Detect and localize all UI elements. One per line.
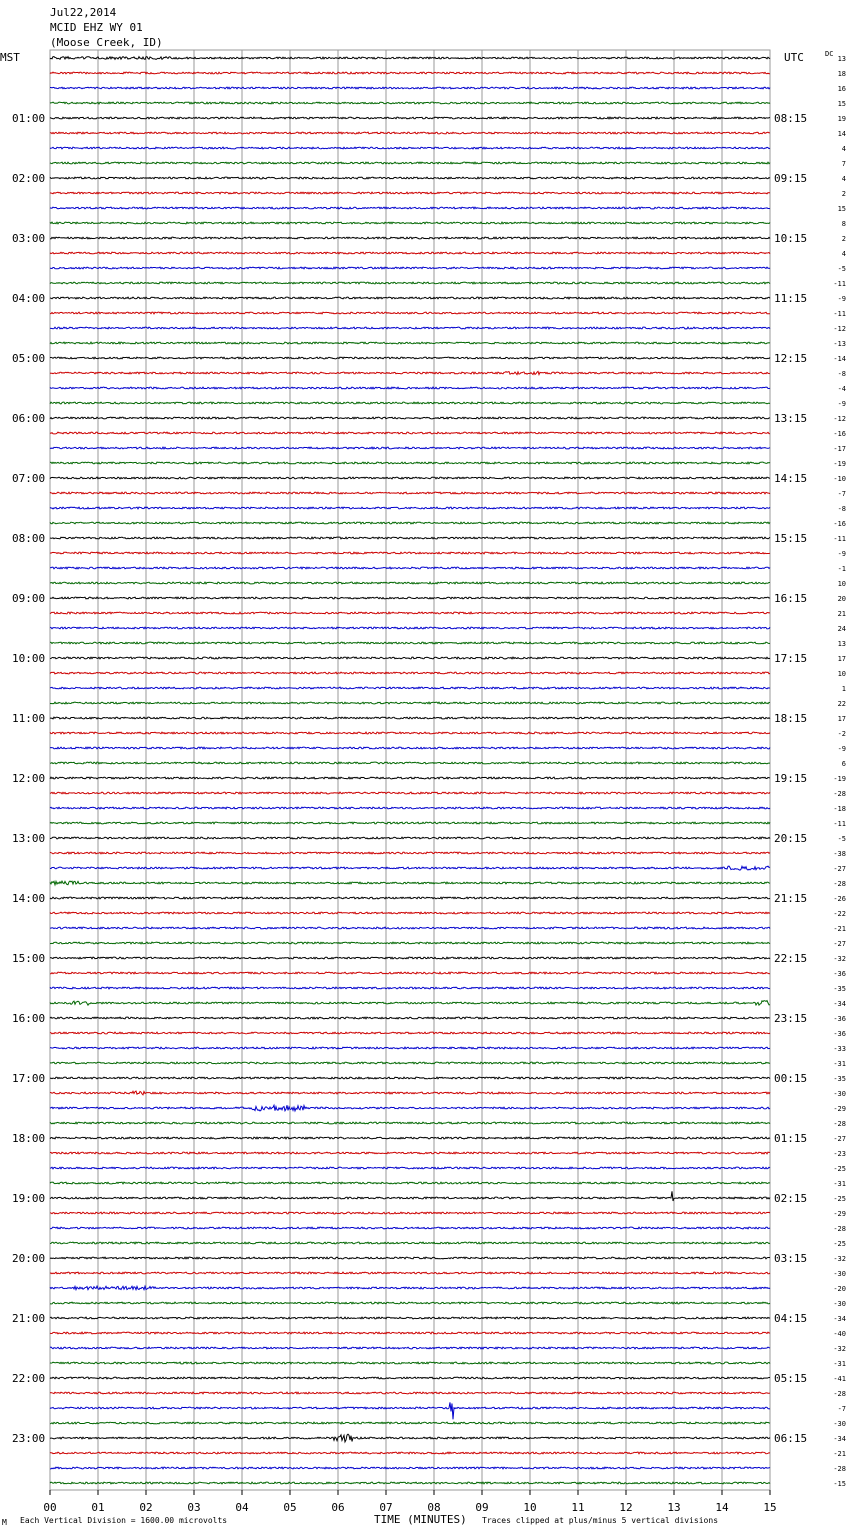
trace-row [50,1317,770,1319]
dc-offset-value: 17 [837,715,846,723]
dc-offset-value: -31 [833,1180,846,1188]
dc-offset-value: 10 [837,670,846,678]
trace-row [50,87,770,89]
dc-offset-value: -9 [837,295,846,303]
trace-row [50,147,770,149]
dc-offset-value: -35 [833,985,846,993]
dc-offset-value: -11 [833,280,846,288]
trace-row [50,1182,770,1184]
dc-offset-value: -25 [833,1165,846,1173]
mst-hour-label: 21:00 [12,1312,46,1325]
dc-offset-value: -27 [833,865,846,873]
utc-hour-label: 14:15 [774,472,808,485]
trace-row [50,1137,770,1139]
dc-offset-value: -27 [833,1135,846,1143]
trace-row [50,807,770,809]
mst-hour-label: 17:00 [12,1072,46,1085]
dc-offset-value: 4 [841,145,846,153]
trace-row [50,1392,770,1394]
x-tick-label: 10 [523,1501,537,1514]
trace-row [50,402,770,404]
trace-row [50,927,770,929]
utc-hour-label: 15:15 [774,532,808,545]
trace-row [50,1167,770,1169]
dc-offset-value: 15 [837,100,846,108]
x-tick-label: 00 [43,1501,57,1514]
dc-offset-value: 4 [841,250,846,258]
trace-row [50,1272,770,1274]
mst-hour-label: 12:00 [12,772,46,785]
x-tick-label: 15 [763,1501,777,1514]
mst-hour-label: 18:00 [12,1132,46,1145]
trace-row [50,237,770,239]
dc-offset-value: -9 [837,550,846,558]
trace-row [50,837,770,839]
x-tick-label: 14 [715,1501,729,1514]
utc-hour-label: 12:15 [774,352,808,365]
x-tick-label: 08 [427,1501,441,1514]
trace-row [50,57,770,60]
dc-offset-value: -35 [833,1075,846,1083]
dc-offset-value: -1 [837,565,846,573]
utc-hour-label: 06:15 [774,1432,808,1445]
dc-offset-value: 1 [841,685,846,693]
trace-row [50,1242,770,1244]
trace-row [50,1467,770,1469]
trace-row [50,567,770,569]
x-tick-label: 06 [331,1501,345,1514]
mst-hour-label: 06:00 [12,412,46,425]
trace-row [50,432,770,434]
trace-row [50,1257,770,1259]
trace-row [50,1452,770,1454]
dc-offset-value: -18 [833,805,846,813]
dc-offset-value: -21 [833,925,846,933]
dc-offset-value: -34 [833,1435,846,1443]
utc-hour-label: 17:15 [774,652,808,665]
trace-row [50,162,770,164]
utc-hour-labels [774,112,807,1445]
utc-hour-label: 01:15 [774,1132,808,1145]
dc-offset-value: -34 [833,1315,846,1323]
dc-offset-value: -33 [833,1045,846,1053]
dc-offset-value: 7 [841,160,846,168]
trace-row [50,1032,770,1034]
dc-offset-value: -30 [833,1270,846,1278]
trace-row [50,462,770,464]
mst-hour-label: 19:00 [12,1192,46,1205]
dc-offset-value: -5 [837,265,846,273]
dc-offset-value: -19 [833,460,846,468]
x-axis-label: TIME (MINUTES) [374,1513,467,1526]
x-tick-label: 11 [571,1501,585,1514]
dc-offset-value: -13 [833,340,846,348]
trace-row [50,732,770,734]
trace-row [50,866,770,870]
trace-row [50,207,770,209]
utc-hour-label: 19:15 [774,772,808,785]
trace-row [50,357,770,359]
dc-offset-value: 21 [837,610,846,618]
dc-offset-value: -8 [837,505,846,513]
trace-row [50,1402,770,1419]
dc-offset-value: 13 [837,55,846,63]
utc-hour-label: 10:15 [774,232,808,245]
x-tick-label: 13 [667,1501,681,1514]
dc-offset-value: -25 [833,1240,846,1248]
seismic-traces [50,57,770,1484]
trace-row [50,371,770,374]
dc-offset-value: -36 [833,1030,846,1038]
mst-hour-label: 14:00 [12,892,46,905]
dc-offset-value: -28 [833,1225,846,1233]
dc-offset-value: -11 [833,535,846,543]
dc-offset-value: -31 [833,1060,846,1068]
dc-offset-value: -12 [833,415,846,423]
header-location: (Moose Creek, ID) [50,36,163,49]
trace-row [50,327,770,329]
trace-row [50,1212,770,1214]
trace-row [50,972,770,974]
dc-offset-value: -22 [833,910,846,918]
dc-offset-value: -23 [833,1150,846,1158]
mst-hour-label: 01:00 [12,112,46,125]
trace-row [50,852,770,854]
dc-offset-value: -14 [833,355,846,363]
dc-offset-value: -12 [833,325,846,333]
dc-offset-value: -7 [837,490,846,498]
trace-row [50,1152,770,1154]
trace-row [50,132,770,134]
trace-row [50,417,770,419]
dc-offset-value: -9 [837,400,846,408]
x-tick-label: 02 [139,1501,153,1514]
dc-offset-value: -16 [833,430,846,438]
dc-offset-value: 19 [837,115,846,123]
dc-offset-labels [833,55,846,1488]
trace-row [50,537,770,539]
trace-row [50,657,770,659]
utc-hour-label: 22:15 [774,952,808,965]
dc-offset-value: -32 [833,1345,846,1353]
dc-offset-value: -36 [833,970,846,978]
x-axis-ticks [43,1490,776,1514]
dc-offset-header: DC [825,50,834,58]
mst-hour-label: 04:00 [12,292,46,305]
trace-row [50,717,770,719]
utc-hour-label: 04:15 [774,1312,808,1325]
dc-offset-value: -17 [833,445,846,453]
dc-offset-value: 10 [837,580,846,588]
dc-offset-value: 17 [837,655,846,663]
x-tick-label: 09 [475,1501,489,1514]
mst-hour-labels [12,112,45,1445]
trace-row [50,897,770,899]
trace-row [50,1191,770,1201]
trace-row [50,687,770,689]
trace-row [50,1482,770,1484]
dc-offset-value: -30 [833,1300,846,1308]
trace-row [50,702,770,704]
trace-row [50,1017,770,1019]
trace-row [50,762,770,764]
trace-row [50,177,770,179]
utc-hour-label: 21:15 [774,892,808,905]
trace-row [50,1227,770,1229]
utc-hour-label: 23:15 [774,1012,808,1025]
dc-offset-value: -28 [833,880,846,888]
dc-offset-value: -30 [833,1090,846,1098]
trace-row [50,1302,770,1304]
trace-row [50,267,770,269]
dc-offset-value: -32 [833,1255,846,1263]
trace-row [50,612,770,614]
header-date: Jul22,2014 [50,6,117,19]
mst-hour-label: 07:00 [12,472,46,485]
right-timezone-label: UTC [784,51,804,64]
trace-row [50,792,770,794]
x-tick-label: 04 [235,1501,249,1514]
trace-row [50,252,770,254]
utc-hour-label: 18:15 [774,712,808,725]
trace-row [50,192,770,194]
trace-row [50,642,770,644]
dc-offset-value: 15 [837,205,846,213]
trace-row [50,492,770,494]
trace-row [50,1362,770,1364]
trace-row [50,117,770,119]
dc-offset-value: -30 [833,1420,846,1428]
footer-left-mark: M [2,1518,7,1527]
trace-row [50,597,770,599]
x-tick-label: 07 [379,1501,393,1514]
dc-offset-value: -29 [833,1210,846,1218]
mst-hour-label: 16:00 [12,1012,46,1025]
trace-row [50,957,770,959]
trace-row [50,1422,770,1424]
utc-hour-label: 05:15 [774,1372,808,1385]
trace-row [50,881,770,885]
dc-offset-value: -28 [833,1465,846,1473]
dc-offset-value: -7 [837,1405,846,1413]
mst-hour-label: 09:00 [12,592,46,605]
trace-row [50,987,770,989]
mst-hour-label: 08:00 [12,532,46,545]
trace-row [50,282,770,284]
dc-offset-value: -11 [833,820,846,828]
trace-row [50,1286,770,1289]
dc-offset-value: -16 [833,520,846,528]
utc-hour-label: 13:15 [774,412,808,425]
dc-offset-value: -15 [833,1480,846,1488]
dc-offset-value: 16 [837,85,846,93]
mst-hour-label: 03:00 [12,232,46,245]
dc-offset-value: -19 [833,775,846,783]
dc-offset-value: -27 [833,940,846,948]
trace-row [50,777,770,779]
dc-offset-value: -10 [833,475,846,483]
x-tick-label: 12 [619,1501,633,1514]
mst-hour-label: 13:00 [12,832,46,845]
utc-hour-label: 20:15 [774,832,808,845]
utc-hour-label: 03:15 [774,1252,808,1265]
trace-row [50,822,770,824]
trace-row [50,912,770,914]
dc-offset-value: 24 [837,625,846,633]
trace-row [50,1122,770,1124]
trace-row [50,222,770,224]
mst-hour-label: 10:00 [12,652,46,665]
x-tick-label: 05 [283,1501,297,1514]
trace-row [50,1332,770,1334]
dc-offset-value: -26 [833,895,846,903]
trace-row [50,747,770,749]
trace-row [50,942,770,944]
mst-hour-label: 22:00 [12,1372,46,1385]
utc-hour-label: 02:15 [774,1192,808,1205]
utc-hour-label: 11:15 [774,292,808,305]
dc-offset-value: 20 [837,595,846,603]
mst-hour-label: 05:00 [12,352,46,365]
dc-offset-value: 22 [837,700,846,708]
utc-hour-label: 08:15 [774,112,808,125]
x-tick-label: 01 [91,1501,105,1514]
trace-row [50,552,770,554]
trace-row [50,1047,770,1049]
trace-row [50,522,770,524]
mst-hour-label: 20:00 [12,1252,46,1265]
trace-row [50,342,770,344]
trace-row [50,1062,770,1064]
mst-hour-label: 02:00 [12,172,46,185]
header-station: MCID EHZ WY 01 [50,21,143,34]
trace-row [50,1347,770,1349]
dc-offset-value: 2 [841,235,846,243]
trace-row [50,507,770,509]
trace-row [50,627,770,629]
trace-row [50,1001,770,1006]
dc-offset-value: -32 [833,955,846,963]
trace-row [50,297,770,299]
trace-row [50,582,770,584]
dc-offset-value: -34 [833,1000,846,1008]
trace-row [50,312,770,314]
mst-hour-label: 15:00 [12,952,46,965]
trace-row [50,1077,770,1079]
dc-offset-value: 14 [837,130,846,138]
mst-hour-label: 11:00 [12,712,46,725]
dc-offset-value: -20 [833,1285,846,1293]
trace-row [50,447,770,449]
dc-offset-value: -21 [833,1450,846,1458]
trace-row [50,387,770,389]
dc-offset-value: 6 [841,760,846,768]
dc-offset-value: -28 [833,790,846,798]
dc-offset-value: -40 [833,1330,846,1338]
left-timezone-label: MST [0,51,20,64]
dc-offset-value: -31 [833,1360,846,1368]
trace-row [50,1377,770,1379]
trace-row [50,102,770,104]
dc-offset-value: 4 [841,175,846,183]
footer-scale-note: Each Vertical Division = 1600.00 microvolts [20,1516,228,1525]
dc-offset-value: -28 [833,1390,846,1398]
x-tick-label: 03 [187,1501,201,1514]
dc-offset-value: -5 [837,835,846,843]
mst-hour-label: 23:00 [12,1432,46,1445]
dc-offset-value: 8 [841,220,846,228]
dc-offset-value: -11 [833,310,846,318]
footer-clip-note: Traces clipped at plus/minus 5 vertical divisions [482,1516,719,1525]
utc-hour-label: 09:15 [774,172,808,185]
dc-offset-value: 18 [837,70,846,78]
trace-row [50,72,770,74]
dc-offset-value: -36 [833,1015,846,1023]
dc-offset-value: 13 [837,640,846,648]
dc-offset-value: -28 [833,1120,846,1128]
dc-offset-value: -8 [837,370,846,378]
trace-row [50,1105,770,1111]
utc-hour-label: 16:15 [774,592,808,605]
trace-row [50,1434,770,1442]
dc-offset-value: -29 [833,1105,846,1113]
dc-offset-value: -41 [833,1375,846,1383]
utc-hour-label: 00:15 [774,1072,808,1085]
dc-offset-value: -4 [837,385,846,393]
dc-offset-value: -25 [833,1195,846,1203]
trace-row [50,477,770,479]
trace-row [50,1091,770,1095]
dc-offset-value: 2 [841,190,846,198]
dc-offset-value: -9 [837,745,846,753]
trace-row [50,672,770,674]
dc-offset-value: -2 [837,730,846,738]
dc-offset-value: -38 [833,850,846,858]
